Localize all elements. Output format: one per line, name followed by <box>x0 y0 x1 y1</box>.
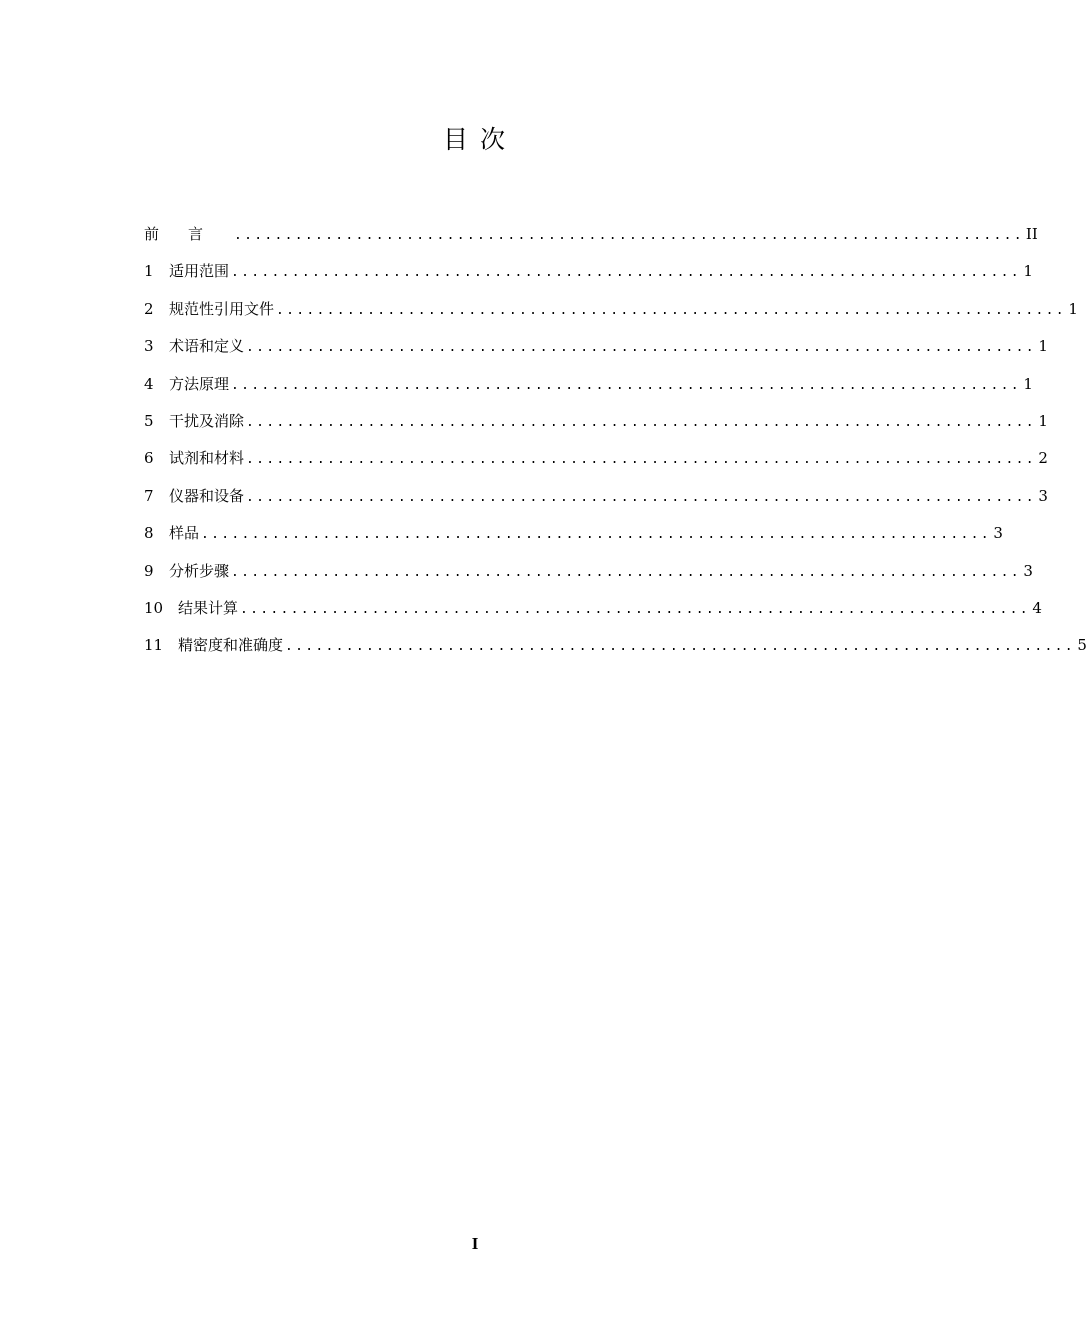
dot-leader: .............................................................................. <box>240 601 1030 617</box>
toc-entry-title: 方法原理 <box>169 374 230 393</box>
toc-entry-title: 仪器和设备 <box>169 486 245 505</box>
toc-entry-number: 8 <box>144 524 154 543</box>
dot-leader: .............................................................................. <box>231 564 1021 580</box>
toc-entry-page: 5 <box>1077 636 1087 655</box>
toc-entry-title: 规范性引用文件 <box>169 299 275 318</box>
toc-entry-title: 样品 <box>169 524 200 543</box>
toc-entry[interactable] <box>144 295 1078 332</box>
toc-entry-number: 7 <box>144 486 154 505</box>
toc-entry[interactable] <box>144 444 1048 481</box>
toc-entry-number: 2 <box>144 299 154 318</box>
toc-entry-page: 1 <box>1038 337 1048 356</box>
dot-leader: .............................................................................. <box>246 414 1036 430</box>
toc-entry[interactable] <box>144 370 1033 407</box>
toc-entry[interactable] <box>144 631 1087 668</box>
dot-leader: .............................................................................. <box>246 452 1036 468</box>
toc-entry[interactable] <box>144 482 1048 519</box>
toc-entry-title: 术语和定义 <box>169 337 245 356</box>
toc-entry-page: 3 <box>993 524 1003 543</box>
toc-entry-page: 2 <box>1038 449 1048 468</box>
toc-entry[interactable] <box>144 257 1033 294</box>
toc-entry-title: 干扰及消除 <box>169 411 245 430</box>
toc-entry[interactable] <box>144 594 1042 631</box>
toc-entry-number: 1 <box>144 262 154 281</box>
toc-entry-title: 试剂和材料 <box>169 449 245 468</box>
dot-leader: .............................................................................. <box>276 302 1066 318</box>
toc-entry-page: 3 <box>1038 486 1048 505</box>
toc-entry-title: 适用范围 <box>169 262 230 281</box>
dot-leader: .............................................................................. <box>285 639 1075 655</box>
toc-entry[interactable] <box>144 407 1048 444</box>
toc-entry-page: 1 <box>1038 411 1048 430</box>
dot-leader: .............................................................................. <box>201 527 991 543</box>
toc-entry-number: 11 <box>144 636 164 655</box>
toc-entry[interactable] <box>144 332 1048 369</box>
toc-entry-page: 1 <box>1023 374 1033 393</box>
toc-entry-title: 精密度和准确度 <box>178 636 284 655</box>
toc-entry-number: 5 <box>144 411 154 430</box>
toc-entry[interactable] <box>144 519 1003 556</box>
page-title: 目 次 <box>443 125 507 154</box>
page-number: I <box>471 1234 479 1253</box>
dot-leader: .............................................................................. <box>246 340 1036 356</box>
toc-entry-number: 3 <box>144 337 154 356</box>
dot-leader: .............................................................................. <box>231 265 1021 281</box>
toc-entry-number: 4 <box>144 374 154 393</box>
toc-entry-page: 4 <box>1032 598 1042 617</box>
toc-entry-title: 结果计算 <box>178 598 239 617</box>
toc-entry-foreword[interactable] <box>144 220 1038 257</box>
toc-entry-page: 3 <box>1023 561 1033 580</box>
toc-entry-title: 分析步骤 <box>169 561 230 580</box>
dot-leader: .............................................................................. <box>231 377 1021 393</box>
dot-leader: .............................................................................. <box>246 489 1036 505</box>
toc-entry-number: 9 <box>144 561 154 580</box>
toc-entry-page: 1 <box>1023 262 1033 281</box>
toc-entry-number: 6 <box>144 449 154 468</box>
toc-entry-page: II <box>1025 225 1038 243</box>
toc-entry-number: 10 <box>144 598 164 617</box>
toc-entry[interactable] <box>144 557 1033 594</box>
toc-entry-title: 前言 <box>144 225 233 243</box>
toc-entry-page: 1 <box>1068 299 1078 318</box>
dot-leader: .............................................................................. <box>234 228 1024 243</box>
table-of-contents <box>144 220 1087 669</box>
